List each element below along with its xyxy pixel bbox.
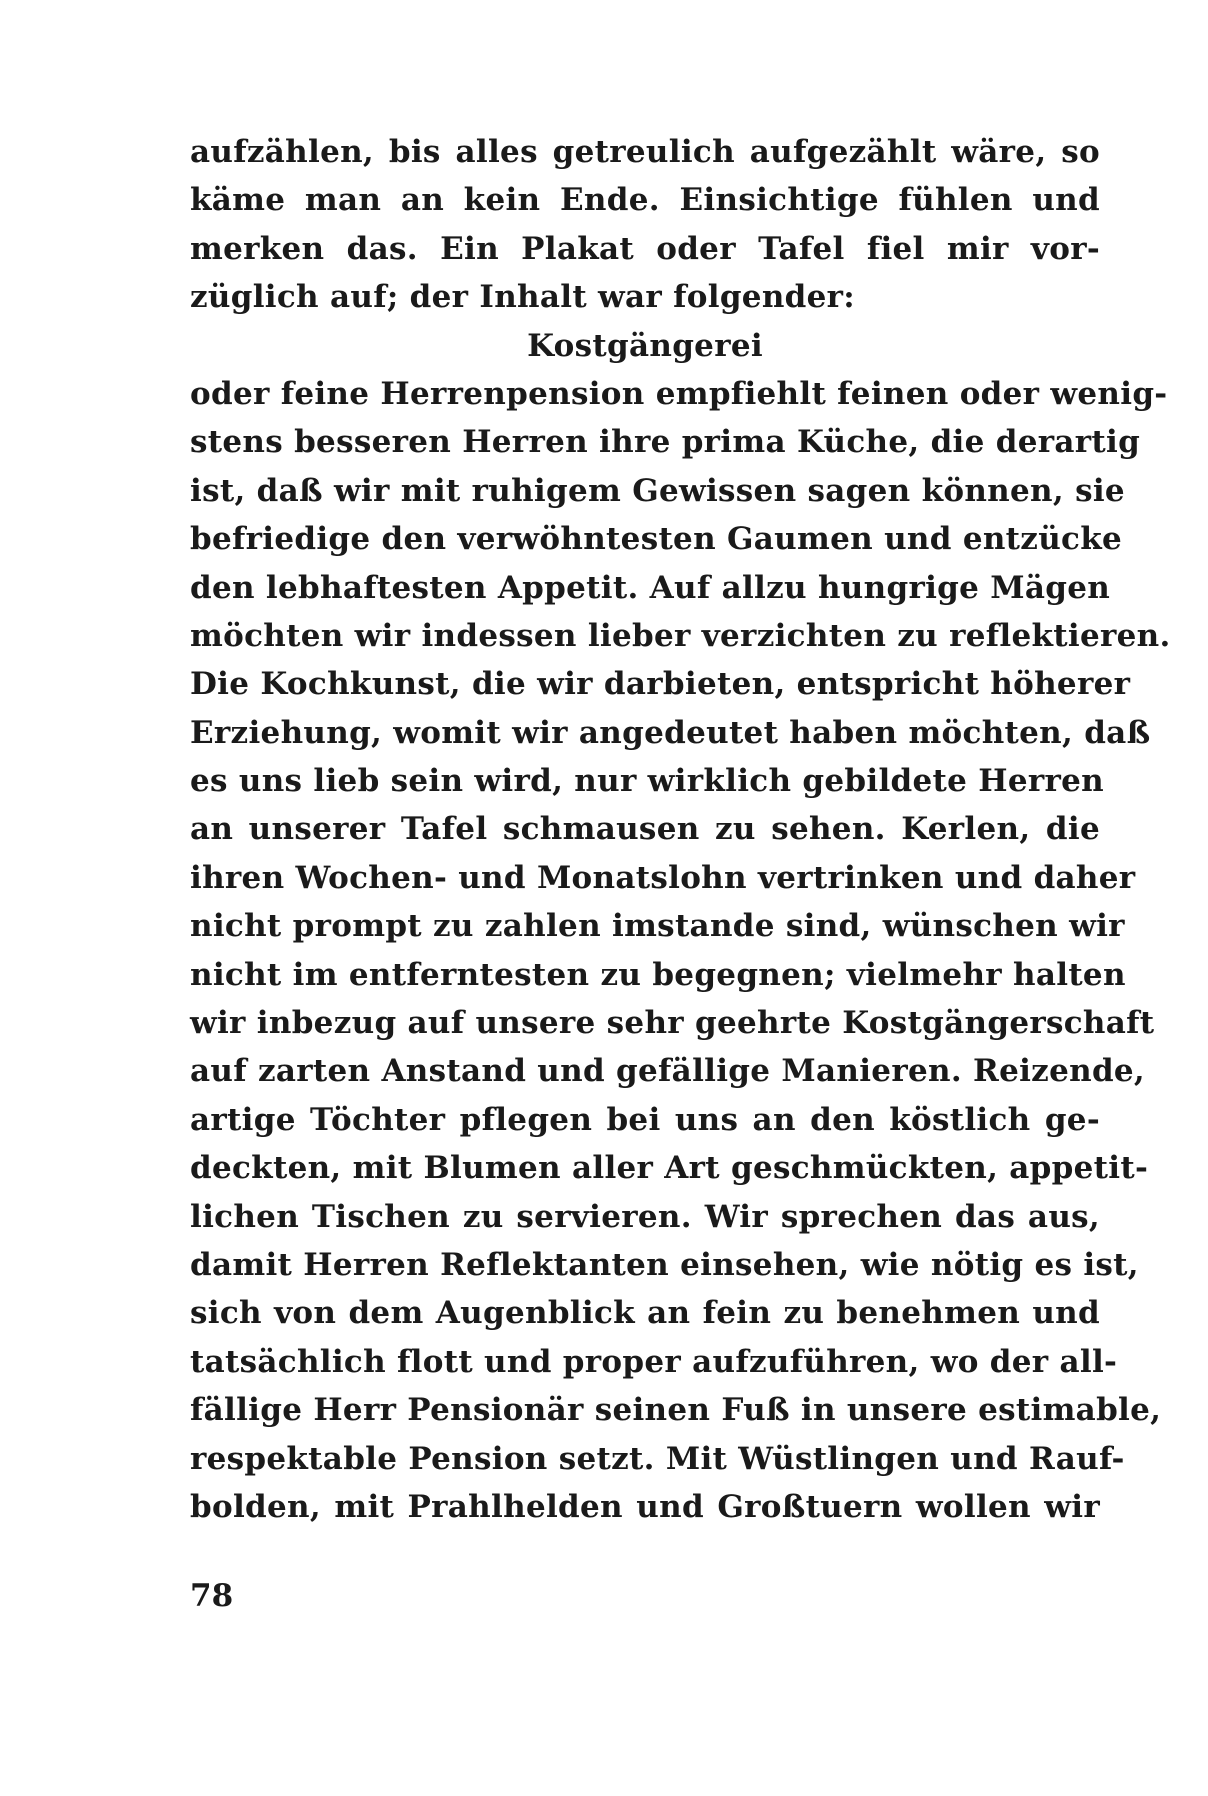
text-line: Die Kochkunst, die wir darbieten, entspricht höherer — [190, 666, 1131, 703]
page-number: 78 — [190, 1578, 234, 1614]
text-line: ist, daß wir mit ruhigem Gewissen sagen können, sie — [190, 472, 1125, 509]
text-line: artige Töchter pflegen bei uns an den köstlich ge- — [190, 1101, 1100, 1138]
text-line: befriedige den verwöhntesten Gaumen und entzücke — [190, 521, 1123, 558]
text-line: merken das. Ein Plakat oder Tafel fiel mir vor- — [190, 230, 1100, 267]
text-line: fällige Herr Pensionär seinen Fuß in unsere estimable, — [190, 1392, 1162, 1429]
text-line: käme man an kein Ende. Einsichtige fühlen und — [190, 182, 1100, 219]
text-line: nicht im entferntesten zu begegnen; vielmehr halten — [190, 956, 1126, 993]
section-heading: Kostgängerei — [527, 327, 763, 364]
text-line: stens besseren Herren ihre prima Küche, die derartig — [190, 424, 1141, 461]
text-line: ihren Wochen- und Monatslohn vertrinken und daher — [190, 859, 1136, 896]
body-text — [190, 128, 1171, 1531]
text-line: sich von dem Augenblick an fein zu benehmen und — [190, 1295, 1100, 1332]
text-line: an unserer Tafel schmausen zu sehen. Kerlen, die — [190, 811, 1100, 848]
text-line: aufzählen, bis alles getreulich aufgezählt wäre, so — [190, 134, 1100, 170]
text-line: züglich auf; der Inhalt war folgender: — [190, 279, 856, 316]
text-line: oder feine Herrenpension empfiehlt feinen oder wenig- — [190, 375, 1168, 412]
text-line: damit Herren Reflektanten einsehen, wie nötig es ist, — [190, 1246, 1139, 1283]
text-line: möchten wir indessen lieber verzichten zu reflektieren. — [190, 617, 1171, 654]
text-line: es uns lieb sein wird, nur wirklich gebildete Herren — [190, 763, 1105, 800]
text-line: tatsächlich flott und proper aufzuführen, wo der all- — [190, 1343, 1118, 1380]
text-line: auf zarten Anstand und gefällige Manieren. Reizende, — [190, 1053, 1146, 1090]
text-line: respektable Pension setzt. Mit Wüstlingen und Rauf- — [190, 1440, 1125, 1477]
text-line: bolden, mit Prahlhelden und Großtuern wollen wir — [190, 1488, 1100, 1525]
text-line: deckten, mit Blumen aller Art geschmückten, appetit- — [190, 1150, 1149, 1187]
text-line: Erziehung, womit wir angedeutet haben möchten, daß — [190, 714, 1151, 751]
text-line: nicht prompt zu zahlen imstande sind, wünschen wir — [190, 908, 1125, 945]
text-line: lichen Tischen zu servieren. Wir sprechen das aus, — [190, 1198, 1100, 1235]
text-line: den lebhaftesten Appetit. Auf allzu hungrige Mägen — [190, 569, 1111, 606]
text-line: wir inbezug auf unsere sehr geehrte Kostgängerschaft — [190, 1005, 1155, 1042]
